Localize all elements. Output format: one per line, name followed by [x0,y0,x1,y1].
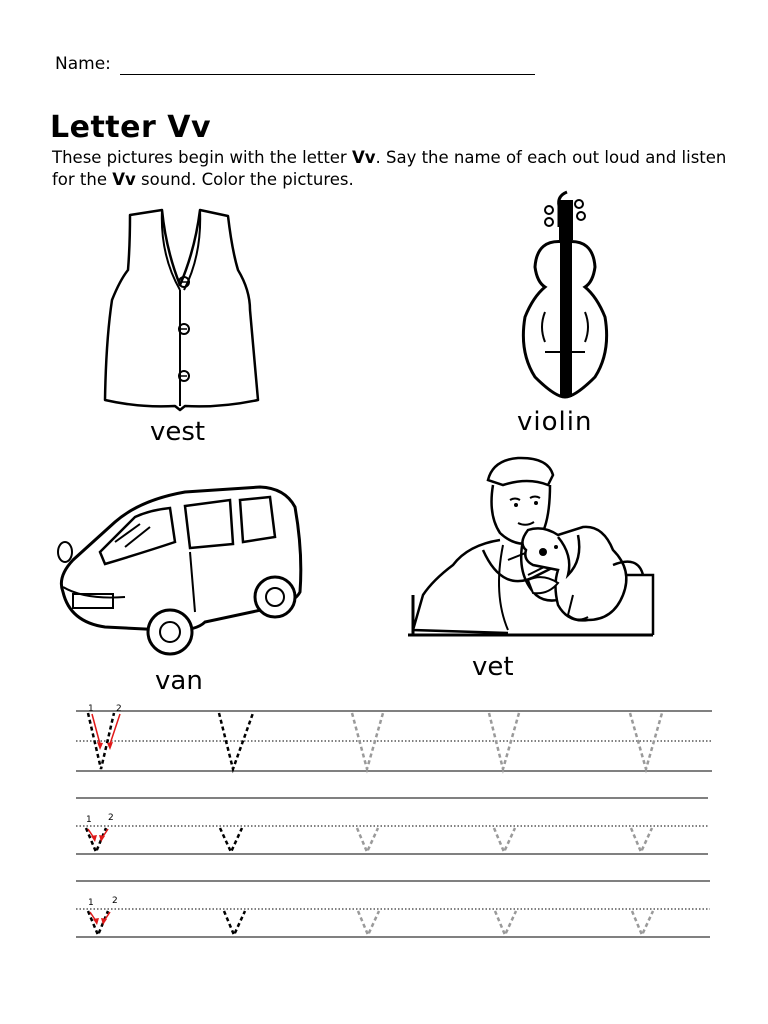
trace-letter-lowercase-v[interactable] [358,911,379,935]
word-vest: vest [150,417,206,447]
instructions-part: These pictures begin with the letter [52,148,352,167]
word-van: van [155,666,203,696]
instructions-part: sound. Color the pictures. [135,170,354,189]
stroke-number: 1 [88,704,94,714]
word-vet: vet [472,652,514,682]
page-title: Letter Vv [50,110,212,145]
model-letter-lowercase-v [88,896,118,935]
stroke-number: 2 [112,896,118,906]
stroke-number: 2 [116,704,122,714]
instructions-letter: Vv [112,170,136,189]
instructions-part: . Say the name of each out loud and listen for the [52,148,727,189]
trace-letter-lowercase-v[interactable] [220,828,242,852]
trace-letter-lowercase-v[interactable] [631,828,652,852]
model-letter-capital-v [88,704,122,769]
trace-letter-lowercase-v[interactable] [495,911,516,935]
name-label: Name: [55,54,111,74]
stroke-number: 1 [88,898,94,908]
stroke-number: 2 [108,813,114,823]
trace-letter-lowercase-v[interactable] [494,828,515,852]
instructions-letter: Vv [351,148,376,167]
model-letter-lowercase-v [86,813,114,852]
trace-letter-lowercase-v[interactable] [357,828,378,852]
word-violin: violin [517,407,593,437]
trace-letter-lowercase-v[interactable] [632,911,653,935]
stroke-number: 1 [86,815,92,825]
trace-letter-lowercase-v[interactable] [224,911,245,935]
